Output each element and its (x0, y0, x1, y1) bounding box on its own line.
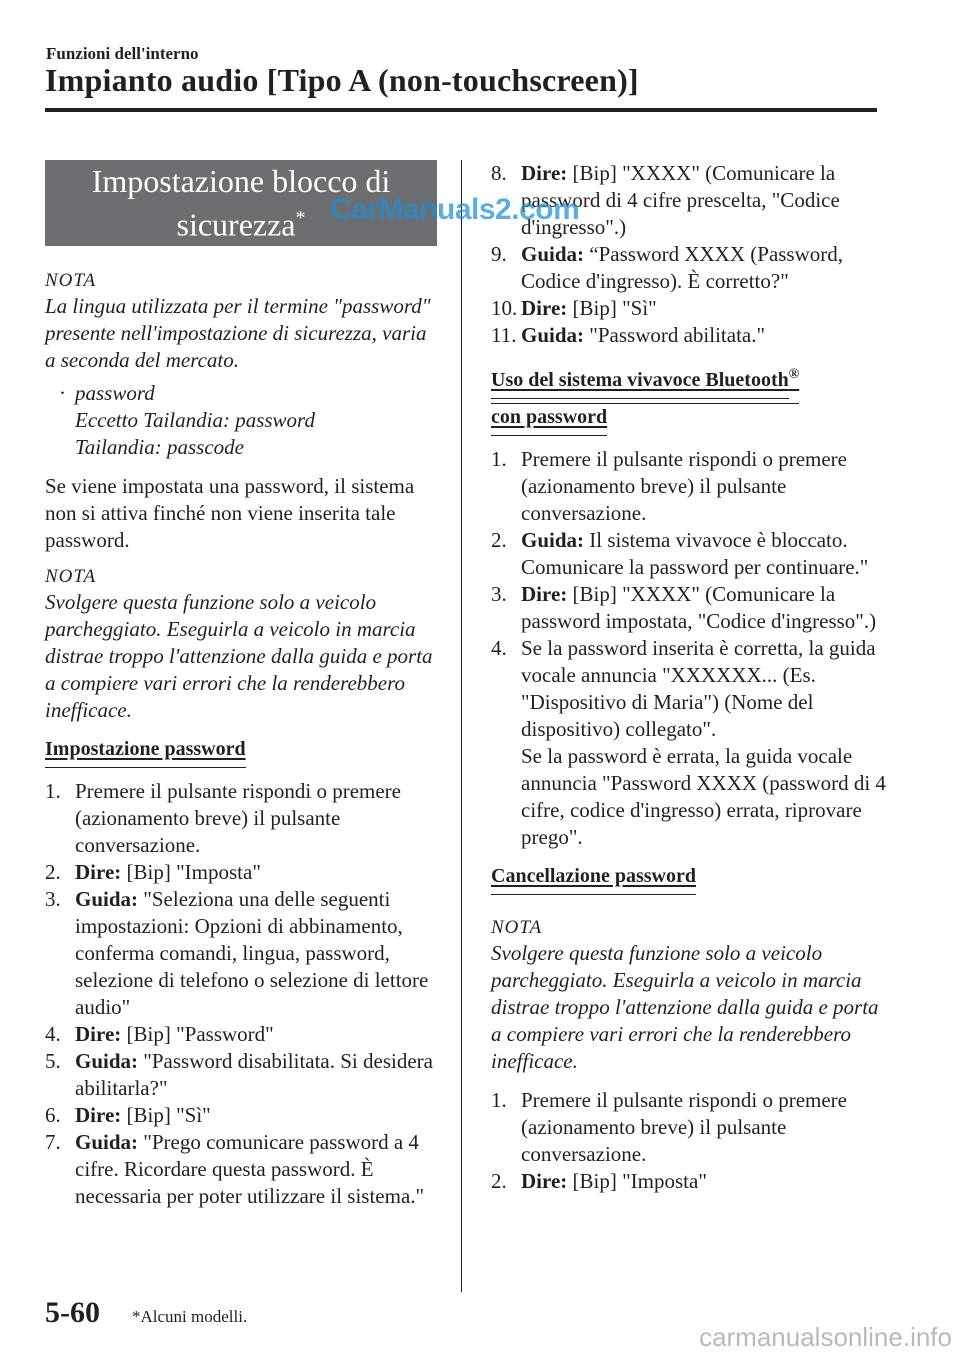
step-text: Premere il pulsante rispondi o premere (azionamento breve) il pulsante conversazione. (521, 1087, 847, 1166)
step-number: 1. (491, 446, 507, 471)
heading-line-1: Impostazione blocco di (91, 162, 391, 199)
subheading-text: Cancellazione password (491, 863, 696, 895)
list-item (491, 322, 891, 349)
step-number: 5. (45, 1049, 61, 1073)
list-item (491, 241, 891, 295)
step-number: 8. (491, 161, 507, 185)
step-number: 2. (491, 527, 507, 552)
list-item (45, 1021, 437, 1048)
list-item (45, 859, 437, 886)
step-text: Dire: [Bip] "Imposta" (75, 860, 261, 884)
right-column (491, 160, 891, 1207)
nota-text: Svolgere questa funzione solo a veicolo parcheggiato. Eseguirla a veicolo in marcia distrae troppo l'attenzione dalla guida e porta a compiere vari errori che la renderebbero inefficace. (45, 590, 433, 722)
step-text: Se la password inserita è corretta, la guida vocale annuncia "XXXXXX... (Es. "Dispositivo di Maria") (Nome del dispositivo) collegato". Se la password è errata, la guida vocale annuncia "Password XXXX (password di 4 cifre, codice d'ingresso) errata, riprovare prego". (521, 635, 886, 849)
step-text: Dire: [Bip] "Sì" (75, 1103, 211, 1127)
list-item (45, 1102, 437, 1129)
list-item (491, 1168, 891, 1195)
step-list (491, 160, 891, 349)
list-item (491, 1087, 891, 1168)
nota-label: NOTA (45, 566, 97, 587)
step-number: 4. (45, 1022, 61, 1046)
step-number: 3. (491, 581, 507, 606)
step-list (45, 778, 437, 1210)
footnote: *Alcuni modelli. (132, 1307, 248, 1326)
step-text: Dire: [Bip] "Sì" (521, 296, 657, 320)
step-number: 1. (45, 779, 61, 803)
bullet-subline: Tailandia: passcode (75, 435, 244, 459)
bullet-text: password (75, 381, 155, 405)
left-column (45, 160, 437, 1222)
heading-line-2: sicurezza (176, 206, 296, 243)
nota-label: NOTA (491, 916, 543, 938)
step-text: Guida: "Password abilitata." (521, 323, 766, 347)
step-text: Dire: [Bip] "XXXX" (Comunicare la password di 4 cifre prescelta, "Codice d'ingresso".) (521, 161, 840, 239)
step-number: 9. (491, 242, 507, 266)
step-number: 10. (491, 296, 518, 320)
page-number: 5-60 (45, 1296, 100, 1329)
overlay-watermark: CarManuals2.com (330, 193, 580, 226)
column-divider (461, 160, 462, 1292)
subheading-text: Impostazione password (45, 736, 246, 768)
subheading-text: Uso del sistema vivavoce Bluetooth® (491, 361, 799, 404)
subheading-text: con password (491, 404, 607, 436)
step-number: 4. (491, 635, 507, 660)
list-item (491, 635, 891, 851)
bullet-list (59, 380, 437, 461)
list-item (491, 527, 891, 581)
title-rule (45, 108, 877, 112)
step-text: Dire: [Bip] "Password" (75, 1022, 274, 1046)
step-text: Dire: [Bip] "XXXX" (Comunicare la password impostata, "Codice d'ingresso".) (521, 581, 877, 633)
list-item (491, 446, 891, 527)
subheading (491, 863, 891, 895)
subheading (491, 361, 891, 436)
list-item (491, 581, 891, 635)
step-number: 3. (45, 887, 61, 911)
step-number: 1. (491, 1087, 507, 1112)
footer-watermark: carmanualsonline.info (699, 1322, 952, 1352)
step-text: Guida: "Prego comunicare password a 4 cifre. Ricordare questa password. È necessaria per poter utilizzare il sistema." (75, 1130, 425, 1208)
bullet-subline: Eccetto Tailandia: password (75, 408, 315, 432)
step-text: Premere il pulsante rispondi o premere (azionamento breve) il pulsante conversazione. (75, 779, 401, 857)
step-text: Dire: [Bip] "Imposta" (521, 1168, 707, 1193)
list-item (45, 886, 437, 1021)
bullet-item (59, 380, 437, 407)
list-item (45, 1048, 437, 1102)
nota-text: Svolgere questa funzione solo a veicolo parcheggiato. Eseguirla a veicolo in marcia distrae troppo l'attenzione dalla guida e porta a compiere vari errori che la renderebbero inefficace. (491, 940, 879, 1073)
list-item (45, 1129, 437, 1210)
subheading (45, 736, 437, 768)
step-number: 2. (45, 860, 61, 884)
nota-label: NOTA (45, 270, 97, 291)
nota-text: La lingua utilizzata per il termine "password" presente nell'impostazione di sicurezza, varia a seconda del mercato. (45, 294, 431, 372)
step-text: Premere il pulsante rispondi o premere (azionamento breve) il pulsante conversazione. (521, 446, 847, 525)
list-item (491, 295, 891, 322)
list-item (45, 778, 437, 859)
step-list (491, 1087, 891, 1195)
step-text: Guida: “Password XXXX (Password, Codice d'ingresso). È corretto?" (521, 242, 844, 293)
step-number: 6. (45, 1103, 61, 1127)
section-label: Funzioni dell'interno (46, 44, 199, 63)
step-number: 7. (45, 1130, 61, 1154)
step-text: Guida: Il sistema vivavoce è bloccato. Comunicare la password per continuare." (521, 527, 869, 579)
step-list (491, 446, 891, 851)
step-number: 2. (491, 1168, 507, 1193)
bullet-dot-icon: · (59, 381, 66, 405)
heading-star: * (295, 206, 306, 229)
step-text: Guida: "Seleziona una delle seguenti impostazioni: Opzioni di abbinamento, conferma comandi, lingua, password, selezione di telefono o selezione di lettore audio" (75, 887, 429, 1019)
step-text: Guida: "Password disabilitata. Si desidera abilitarla?" (75, 1049, 433, 1100)
paragraph: Se viene impostata una password, il sistema non si attiva finché non viene inserita tale password. (45, 474, 415, 552)
page-title: Impianto audio [Tipo A (non-touchscreen)] (45, 62, 639, 98)
step-number: 11. (491, 323, 517, 347)
